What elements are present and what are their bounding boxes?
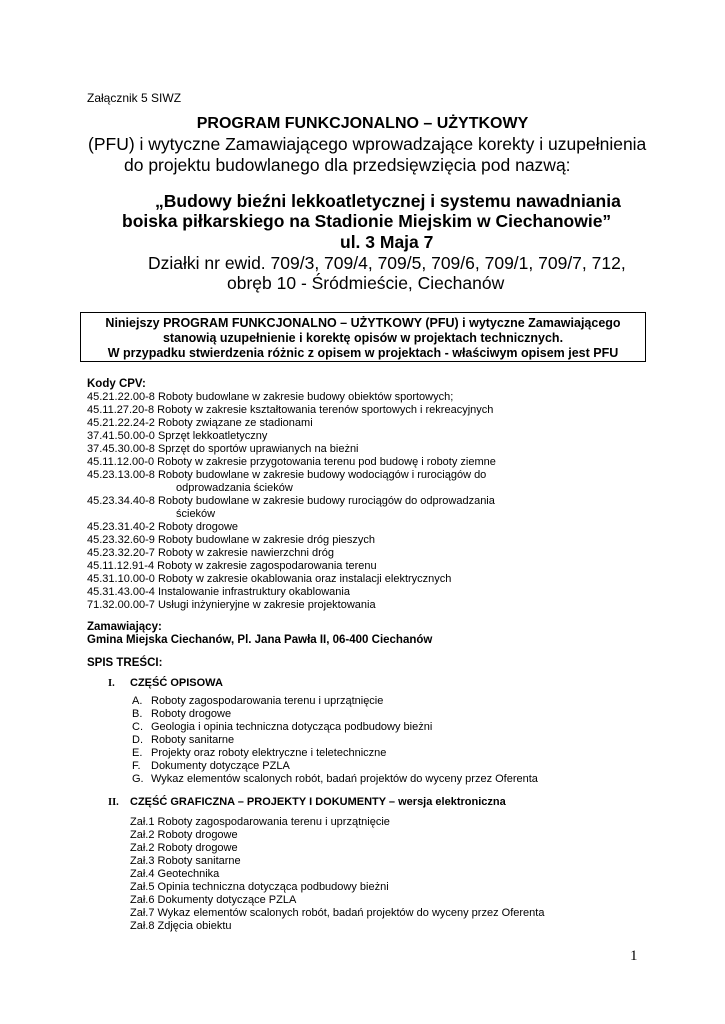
cpv-row: 45.23.32.20-7 Roboty w zakresie nawierzchni dróg <box>87 547 335 559</box>
cpv-row: 45.21.22.24-2 Roboty związane ze stadionami <box>87 417 313 429</box>
toc-attachment-item: Zał.5 Opinia techniczna dotycząca podbudowy bieżni <box>130 881 389 893</box>
toc-item-text: Wykaz elementów scalonych robót, badań projektów do wyceny przez Oferenta <box>151 773 538 785</box>
cpv-row: 45.23.13.00-8 Roboty budowlane w zakresie budowy wodociągów i rurociągów do <box>87 469 487 481</box>
toc-item-letter: A. <box>132 695 143 707</box>
toc-part-1-number: I. <box>108 678 115 689</box>
cpv-row-continuation: ścieków <box>176 508 216 520</box>
notice-line-3: W przypadku stwierdzenia różnic z opisem w projektach - właściwym opisem jest PFU <box>107 346 619 360</box>
toc-attachment-item: Zał.4 Geotechnika <box>130 868 220 880</box>
project-address: ul. 3 Maja 7 <box>340 232 434 252</box>
project-name-line-1: „Budowy bieźni lekkoatletycznej i systemu nawadniania <box>155 191 621 211</box>
toc-part-1-title: CZĘŚĆ OPISOWA <box>130 677 223 689</box>
plots-line-2: obręb 10 - Śródmieście, Ciechanów <box>227 273 505 293</box>
toc-item-letter: B. <box>132 708 143 720</box>
cpv-row: 37.45.30.00-8 Sprzęt do sportów uprawianych na bieżni <box>87 443 359 455</box>
toc-item-text: Roboty drogowe <box>151 708 232 720</box>
cpv-row: 45.31.43.00-4 Instalowanie infrastruktury okablowania <box>87 586 350 598</box>
toc-part-2-number: II. <box>108 797 119 808</box>
toc-attachment-item: Zał.1 Roboty zagospodarowania terenu i uprzątnięcie <box>130 816 390 828</box>
toc-item-text: Roboty sanitarne <box>151 734 235 746</box>
title-line-3: do projektu budowlanego dla przedsięwzięcia pod nazwą: <box>124 155 571 175</box>
document-title: PROGRAM FUNKCJONALNO – UŻYTKOWY <box>196 115 529 132</box>
toc-heading: SPIS TREŚCI: <box>87 657 163 669</box>
toc-item-letter: D. <box>132 734 143 746</box>
toc-item-letter: G. <box>132 773 144 785</box>
client-label: Zamawiający: <box>87 621 162 633</box>
toc-item-text: Dokumenty dotyczące PZLA <box>151 760 290 772</box>
cpv-row: 45.11.12.00-0 Roboty w zakresie przygotowania terenu pod budowę i roboty ziemne <box>87 456 496 468</box>
cpv-row: 45.11.27.20-8 Roboty w zakresie kształtowania terenów sportowych i rekreacyjnych <box>87 404 494 416</box>
toc-attachment-item: Zał.8 Zdjęcia obiektu <box>130 920 232 932</box>
cpv-row: 45.23.34.40-8 Roboty budowlane w zakresie budowy rurociągów do odprowadzania <box>87 495 495 507</box>
project-name-line-2: boiska piłkarskiego na Stadionie Miejskim w Ciechanowie” <box>122 211 612 231</box>
toc-item-letter: C. <box>132 721 143 733</box>
plots-line-1: Działki nr ewid. 709/3, 709/4, 709/5, 709/6, 709/1, 709/7, 712, <box>148 253 626 273</box>
notice-line-1: Niniejszy PROGRAM FUNKCJONALNO – UŻYTKOWY (PFU) i wytyczne Zamawiającego <box>105 316 621 330</box>
toc-item-letter: F. <box>132 760 141 772</box>
toc-attachment-item: Zał.2 Roboty drogowe <box>130 829 238 841</box>
toc-part-2-title: CZĘŚĆ GRAFICZNA – PROJEKTY I DOKUMENTY – wersja elektroniczna <box>130 796 506 808</box>
attachment-label: Załącznik 5 SIWZ <box>87 91 182 105</box>
cpv-row: 45.23.31.40-2 Roboty drogowe <box>87 521 239 533</box>
notice-box <box>80 312 646 362</box>
cpv-row-continuation: odprowadzania ścieków <box>176 482 293 494</box>
client-value: Gmina Miejska Ciechanów, Pl. Jana Pawła II, 06-400 Ciechanów <box>87 634 433 646</box>
cpv-row: 45.23.32.60-9 Roboty budowlane w zakresie dróg pieszych <box>87 534 376 546</box>
title-line-2: (PFU) i wytyczne Zamawiającego wprowadzające korekty i uzupełnienia <box>88 134 647 154</box>
cpv-heading: Kody CPV: <box>87 378 146 390</box>
cpv-row: 45.31.10.00-0 Roboty w zakresie okablowania oraz instalacji elektrycznych <box>87 573 452 585</box>
cpv-row: 37.41.50.00-0 Sprzęt lekkoatletyczny <box>87 430 268 442</box>
toc-item-text: Roboty zagospodarowania terenu i uprzątnięcie <box>151 695 384 707</box>
cpv-row: 45.21.22.00-8 Roboty budowlane w zakresie budowy obiektów sportowych; <box>87 391 454 403</box>
toc-attachment-item: Zał.6 Dokumenty dotyczące PZLA <box>130 894 297 906</box>
toc-attachment-item: Zał.7 Wykaz elementów scalonych robót, badań projektów do wyceny przez Oferenta <box>130 907 545 919</box>
toc-attachment-item: Zał.3 Roboty sanitarne <box>130 855 241 867</box>
toc-attachment-item: Zał.2 Roboty drogowe <box>130 842 238 854</box>
page-number: 1 <box>630 948 638 964</box>
cpv-row: 45.11.12.91-4 Roboty w zakresie zagospodarowania terenu <box>87 560 377 572</box>
notice-line-2: stanowią uzupełnienie i korektę opisów w projektach technicznych. <box>162 331 564 345</box>
toc-item-text: Geologia i opinia techniczna dotycząca podbudowy bieżni <box>151 721 433 733</box>
toc-item-letter: E. <box>132 747 143 759</box>
cpv-row: 71.32.00.00-7 Usługi inżynieryjne w zakresie projektowania <box>87 599 376 611</box>
toc-item-text: Projekty oraz roboty elektryczne i teletechniczne <box>151 747 387 759</box>
